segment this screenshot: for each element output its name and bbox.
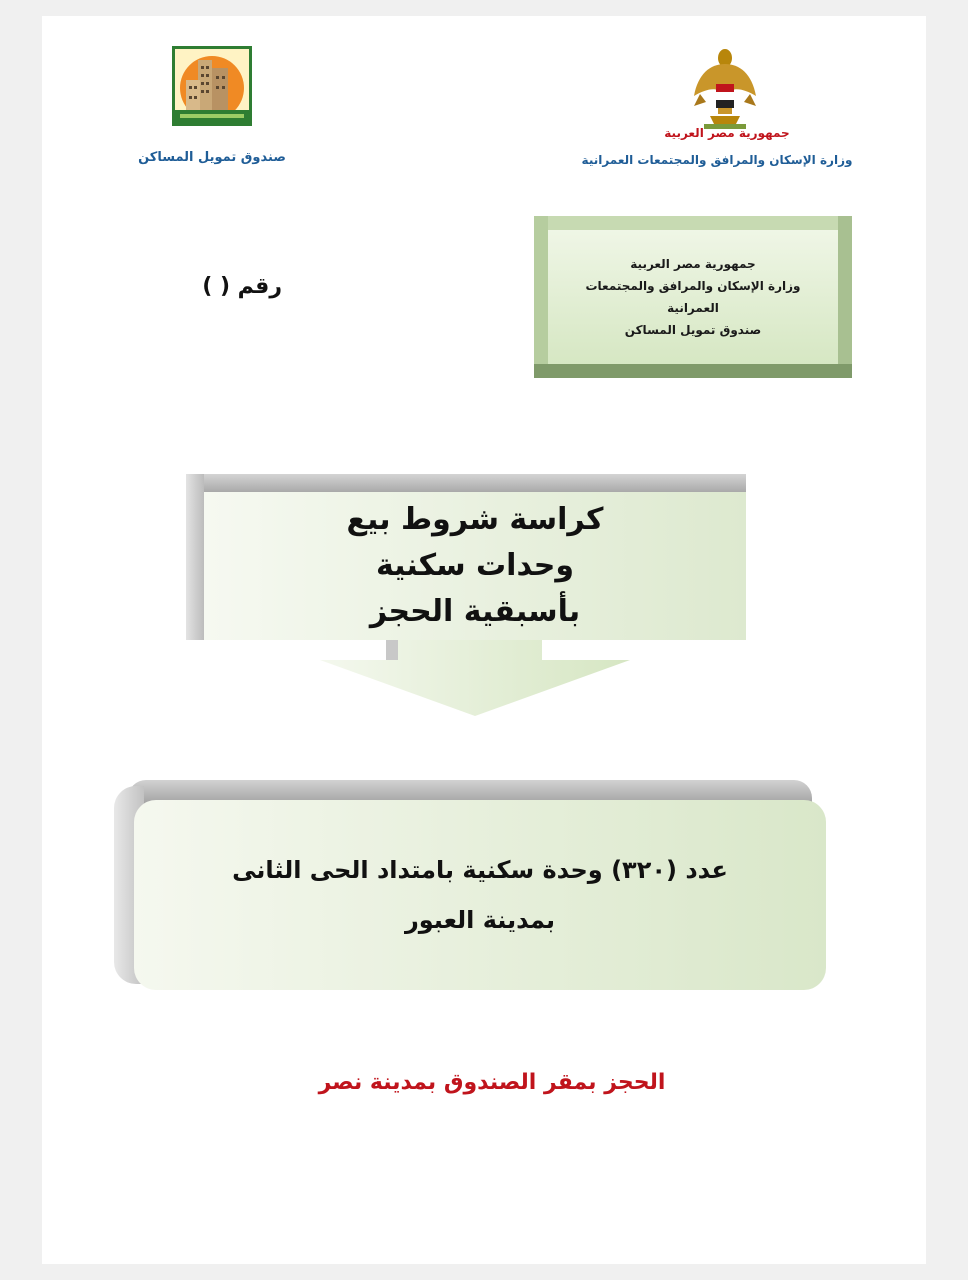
title-box <box>186 474 746 640</box>
down-arrow-icon <box>320 640 630 716</box>
booking-location-note: الحجز بمقر الصندوق بمدينة نصر <box>318 1070 666 1095</box>
info-line-fund: صندوق تمويل المساكن <box>624 323 762 337</box>
subtitle-line-1: عدد (٣٢٠) وحدة سكنية بامتداد الحى الثانى <box>232 856 728 884</box>
fund-name: صندوق تمويل المساكن <box>138 150 286 165</box>
info-line-ministry-cont: العمرانية <box>667 301 719 315</box>
header-ministry: وزارة الإسكان والمرافق والمجتمعات العمرانية <box>581 153 853 167</box>
title-line-1: كراسة شروط بيع <box>346 502 604 537</box>
title-line-2: وحدات سكنية <box>375 548 575 583</box>
eagle-emblem-icon <box>690 44 760 130</box>
housing-fund-logo <box>172 46 252 126</box>
subtitle-box <box>114 780 826 990</box>
issuer-info-box <box>534 216 852 378</box>
info-line-country: جمهورية مصر العربية <box>630 257 756 271</box>
header-country: جمهورية مصر العربية <box>664 126 790 140</box>
document-page <box>42 16 926 1264</box>
subtitle-line-2: بمدينة العبور <box>404 906 556 934</box>
title-line-3: بأسبقية الحجز <box>369 594 581 629</box>
document-number-label: رقم ( ) <box>202 274 282 299</box>
info-line-ministry: وزارة الإسكان والمرافق والمجتمعات <box>585 279 801 293</box>
